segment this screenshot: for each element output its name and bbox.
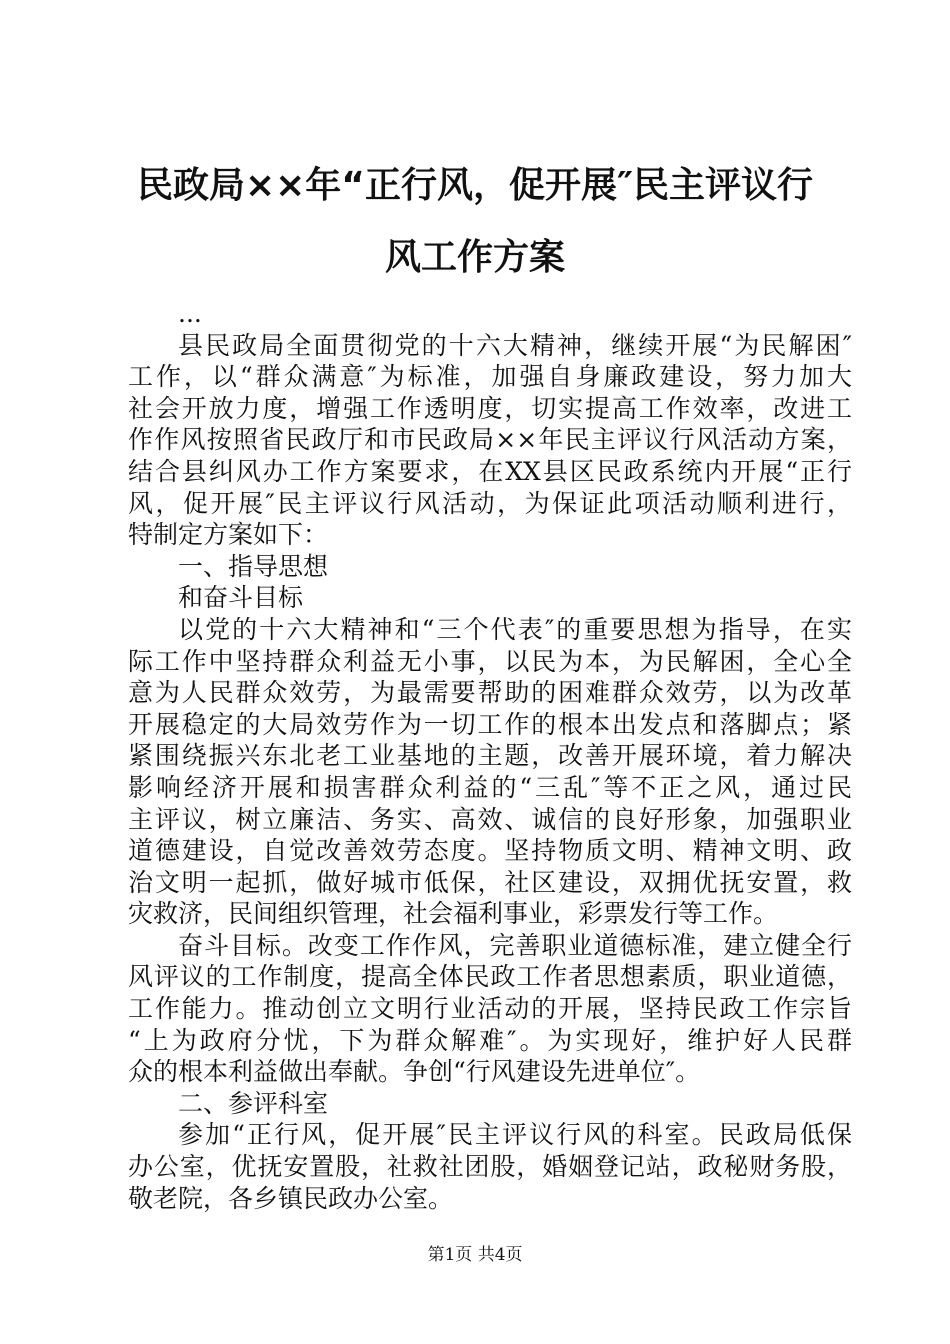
body-line: 和奋斗目标: [178, 583, 304, 613]
body-line: 结合县纠风办工作方案要求，在XX县区民政系统内开展“正行: [128, 456, 852, 486]
document-body: [128, 298, 852, 1214]
body-line: 参加“正行风，促开展″民主评议行风的科室。民政局低保: [178, 1120, 852, 1150]
body-line: 主评议，树立廉洁、务实、高效、诚信的良好形象，加强职业: [128, 804, 852, 834]
body-line: 办公室，优抚安置股，社救社团股，婚姻登记站，政秘财务股，: [128, 1152, 852, 1182]
page-footer: 第1页 共4页: [427, 1245, 523, 1265]
body-line: ...: [178, 299, 202, 328]
body-line: 敬老院，各乡镇民政办公室。: [128, 1183, 454, 1213]
body-line: 众的根本利益做出奉献。争创“行风建设先进单位″。: [128, 1057, 701, 1087]
body-line: 风评议的工作制度，提高全体民政工作者思想素质，职业道德，: [128, 962, 852, 992]
body-line: 灾救济，民间组织管理，社会福利事业，彩票发行等工作。: [128, 899, 779, 929]
body-line: 际工作中坚持群众利益无小事，以民为本，为民解困，全心全: [128, 646, 852, 676]
body-line: 奋斗目标。改变工作作风，完善职业道德标准，建立健全行: [178, 930, 852, 960]
body-line: 工作能力。推动创立文明行业活动的开展，坚持民政工作宗旨: [128, 994, 852, 1024]
body-line: 县民政局全面贯彻党的十六大精神，继续开展“为民解困″: [178, 330, 852, 360]
body-line: “上为政府分忧，下为群众解难″。为实现好，维护好人民群: [128, 1025, 852, 1055]
body-line: 工作，以“群众满意″为标准，加强自身廉政建设，努力加大: [128, 362, 852, 392]
document-title-line-2: 风工作方案: [384, 237, 565, 278]
body-line: 二、参评科室: [178, 1088, 329, 1118]
body-line: 一、指导思想: [178, 551, 329, 581]
body-line: 道德建设，自觉改善效劳态度。坚持物质文明、精神文明、政: [128, 836, 852, 866]
document-title-line-1: 民政局××年“正行风，促开展″民主评议行: [136, 165, 814, 206]
body-line: 以党的十六大精神和“三个代表″的重要思想为指导，在实: [178, 614, 852, 644]
body-line: 紧围绕振兴东北老工业基地的主题，改善开展环境，着力解决: [128, 741, 852, 771]
body-line: 意为人民群众效劳，为最需要帮助的困难群众效劳，以为改革: [128, 678, 852, 708]
body-line: 影响经济开展和损害群众利益的“三乱″等不正之风，通过民: [128, 772, 852, 802]
body-line: 作作风按照省民政厅和市民政局××年民主评议行风活动方案，: [128, 425, 852, 455]
body-line: 开展稳定的大局效劳作为一切工作的根本出发点和落脚点；紧: [128, 709, 852, 739]
body-line: 风，促开展″民主评议行风活动，为保证此项活动顺利进行，: [128, 488, 852, 518]
body-line: 特制定方案如下：: [128, 520, 329, 550]
body-line: 社会开放力度，增强工作透明度，切实提高工作效率，改进工: [128, 393, 852, 423]
body-line: 治文明一起抓，做好城市低保，社区建设，双拥优抚安置，救: [128, 867, 852, 897]
